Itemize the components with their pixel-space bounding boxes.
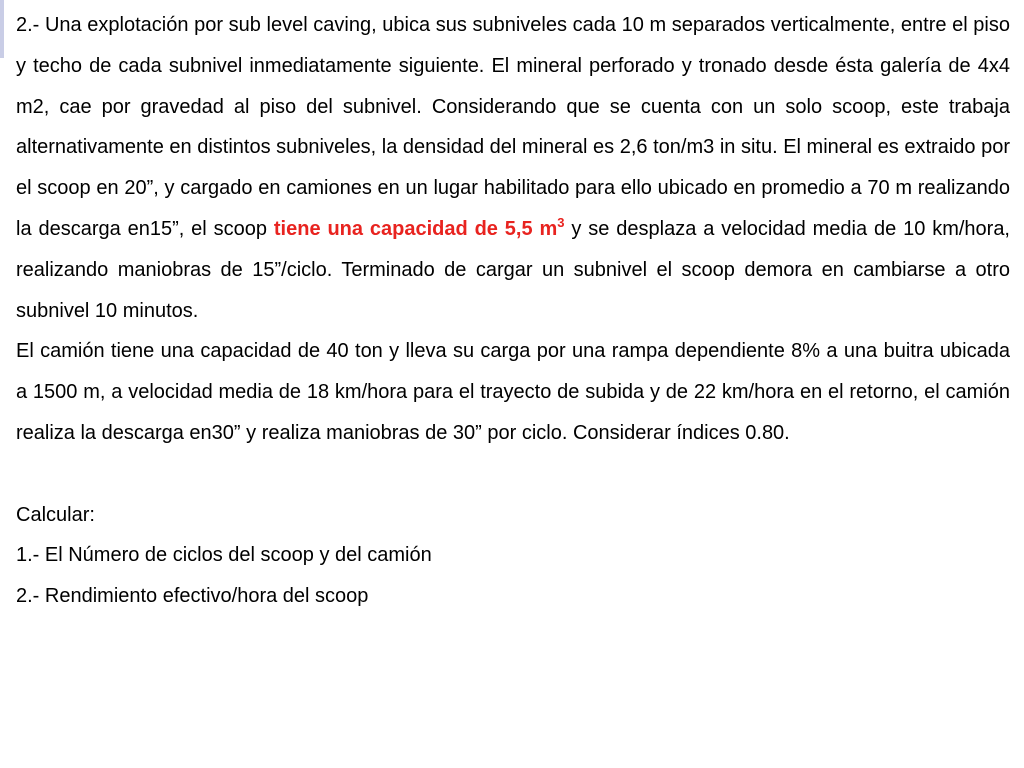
scoop-capacity-text: tiene una capacidad de 5,5 m: [273, 217, 558, 240]
slide-accent-bar: [0, 0, 4, 58]
problem-text-part-1: 2.- Una explotación por sub level caving, ubica sus subniveles cada 10 m separados verticalmente, entre el piso y techo de cada subnivel inmediatamente siguiente. El mineral perforado y tronado desde ésta galería de 4x4 m2, cae por gravedad al piso del subnivel. Considerando que se cuenta con un solo scoop, este trabaja alternativamente en distintos subniveles, la densidad del mineral es 2,6 ton/m3 in situ. El mineral es extraido por el scoop en 20”, y cargado en camiones en un lugar habilitado para ello ubicado en promedio a 70 m realizando la descarga en15”, el scoop: [16, 14, 1010, 240]
calculate-heading: Calcular:: [16, 503, 95, 526]
scoop-capacity-highlight: [273, 214, 565, 240]
problem-text-part-2: y se desplaza a velocidad media de 10 km/hora, realizando maniobras de 15”/ciclo. Terminado de cargar un subnivel el scoop demora en cambiarse a otro subnivel 10 minutos.: [16, 217, 1010, 322]
slide-content: [16, 5, 1010, 617]
calculate-item-2: 2.- Rendimiento efectivo/hora del scoop: [16, 585, 369, 608]
problem-paragraph-2: El camión tiene una capacidad de 40 ton y lleva su carga por una rampa dependiente 8% a una buitra ubicada a 1500 m, a velocidad media de 18 km/hora para el trayecto de subida y de 22 km/hora en el retorno, el camión realiza la descarga en30” y realiza maniobras de 30” por ciclo. Considerar índices 0.80.: [16, 340, 1010, 444]
spacer: [16, 454, 1010, 495]
cubic-superscript: 3: [557, 214, 565, 230]
calculate-item-1: 1.- El Número de ciclos del scoop y del camión: [16, 544, 432, 567]
problem-paragraph-1: [16, 5, 1010, 331]
